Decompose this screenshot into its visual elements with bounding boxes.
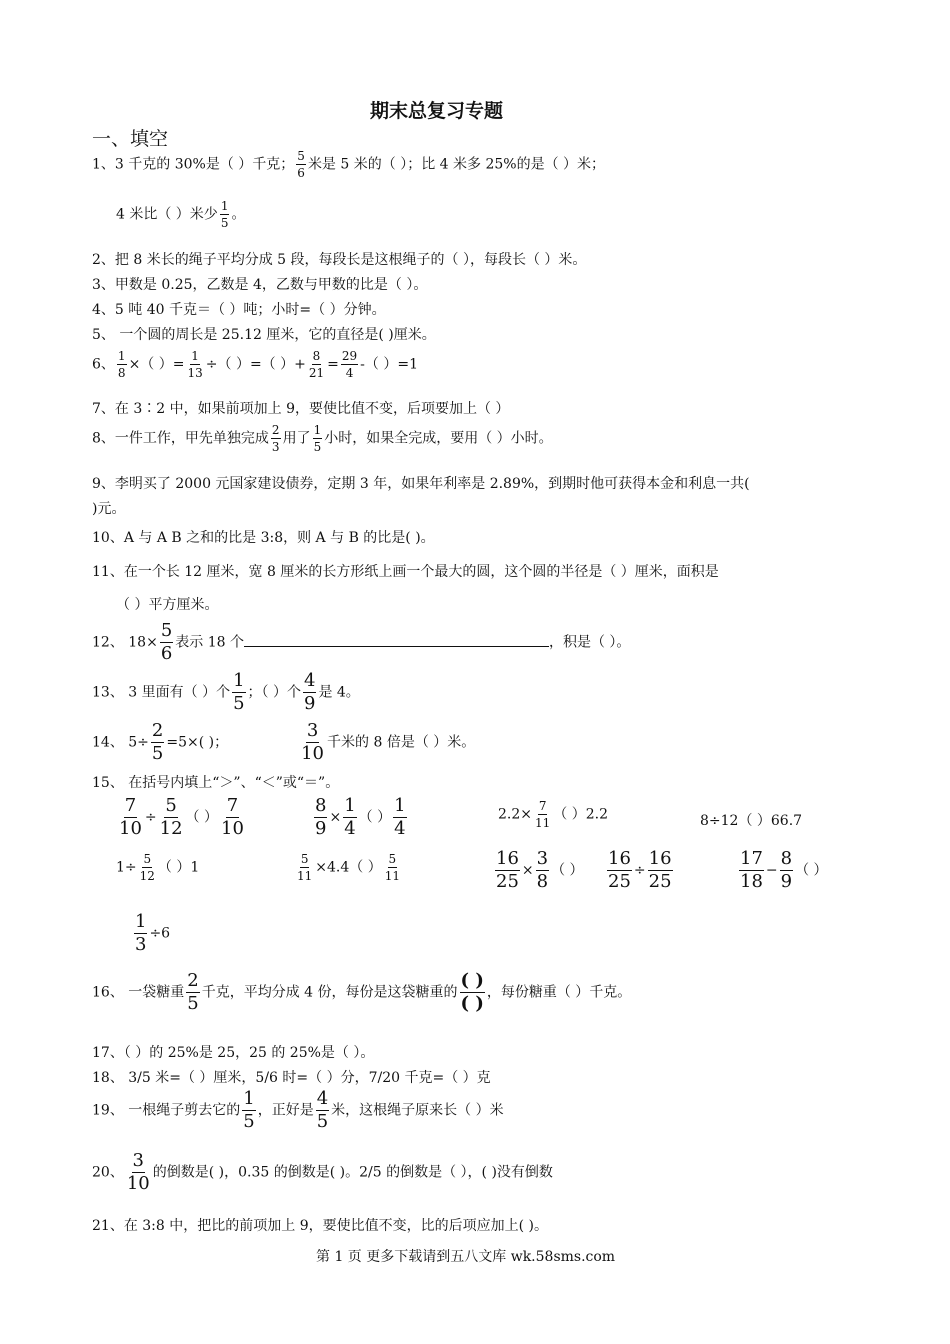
q15-expr-1: $\frac{7}{10}$ ÷ $\frac{5}{12}$ （ ） $\frac{7}{10}$ <box>119 795 244 839</box>
question-7: 7、在 3∶2 中，如果前项加上 9，要使比值不变，后项要加上（ ） <box>92 401 510 417</box>
question-21: 21、在 3:8 中，把比的前项加上 9，要使比值不变，比的后项应加上( )。 <box>92 1218 548 1234</box>
question-5: 5、 一个圆的周长是 25.12 厘米，它的直径是( )厘米。 <box>92 327 436 343</box>
q15-expr-9: $\frac{17}{18}$ − $\frac{8}{9}$ （ ） <box>740 848 828 892</box>
q15-expr-4: 8÷12（ ）66.7 <box>700 813 803 829</box>
q15-expr-2: $\frac{8}{9}$ × $\frac{1}{4}$ （ ） $\frac{1}{4}$ <box>315 795 406 839</box>
question-1-cont: 4 米比（ ）米少 $\frac{1}{5}$ 。 <box>116 199 246 230</box>
question-14: 14、 5÷ $\frac{2}{5}$ =5×( )； $\frac{3}{10}$ 千米的 8 倍是（ ）米。 <box>92 720 476 764</box>
question-1: 1、3 千克的 30%是（ ）千克； $\frac{5}{6}$ 米是 5 米的（ ）；比 4 米多 25%的是（ ）米； <box>92 149 606 180</box>
question-13: 13、 3 里面有（ ）个 $\frac{1}{5}$ ；（ ）个 $\frac{4}{9}$ 是 4。 <box>92 670 360 714</box>
section-heading: 一、填空 <box>92 128 169 150</box>
question-11: 11、在一个长 12 厘米，宽 8 厘米的长方形纸上画一个最大的圆，这个圆的半径是（ ）厘米，面积是 <box>92 564 719 580</box>
question-11-cont: （ ）平方厘米。 <box>116 597 219 613</box>
question-2: 2、把 8 米长的绳子平均分成 5 段，每段长是这根绳子的（ ），每段长（ ）米。 <box>92 252 587 268</box>
q15-expr-8: $\frac{16}{25}$ ÷ $\frac{16}{25}$ <box>608 848 672 892</box>
page-footer: 第 1 页 更多下载请到五八文库 wk.58sms.com <box>316 1249 616 1265</box>
question-12: 12、 18× $\frac{5}{6}$ 表示 18 个 ，积是（ ）。 <box>92 620 631 664</box>
question-20: 20、 $\frac{3}{10}$ 的倒数是( )，0.35 的倒数是( )。2/5 的倒数是（ ），( )没有倒数 <box>92 1150 553 1194</box>
question-10: 10、A 与 A B 之和的比是 3:8，则 A 与 B 的比是( )。 <box>92 530 435 546</box>
fraction: $\frac{1}{5}$ <box>220 199 229 230</box>
question-16: 16、 一袋糖重 $\frac{2}{5}$ 千克，平均分成 4 份，每份是这袋糖重的 $\frac{( )}{( )}$ ，每份糖重（ ）千克。 <box>92 970 632 1014</box>
question-4: 4、5 吨 40 千克＝（ ）吨；小时=（ ）分钟。 <box>92 302 386 318</box>
fraction: $\frac{5}{6}$ <box>297 149 305 180</box>
q15-expr-6: $\frac{5}{11}$ ×4.4（ ） $\frac{5}{11}$ <box>297 852 401 883</box>
answer-line <box>244 632 549 647</box>
question-17: 17、（ ）的 25%是 25，25 的 25%是（ ）。 <box>92 1045 375 1061</box>
question-19: 19、 一根绳子剪去它的 $\frac{1}{5}$ ，正好是 $\frac{4}{5}$ 米，这根绳子原来长（ ）米 <box>92 1088 504 1132</box>
question-9: 9、李明买了 2000 元国家建设债券，定期 3 年，如果年利率是 2.89%，到期时他可获得本金和利息一共( <box>92 476 750 492</box>
question-6: 6、 $\frac{1}{8}$ ×（ ）= $\frac{1}{13}$ ÷（ ）=（ ）+ $\frac{8}{21}$ = $\frac{29}{4}$ -（ ）=1 <box>92 349 418 380</box>
question-9-cont: )元。 <box>92 501 126 517</box>
q15-expr-10: $\frac{1}{3}$ ÷6 <box>135 911 171 955</box>
q15-expr-7: $\frac{16}{25}$ × $\frac{3}{8}$ （ ） <box>496 848 584 892</box>
q15-expr-5: 1÷ $\frac{5}{12}$ （ ）1 <box>116 852 200 883</box>
question-8: 8、一件工作，甲先单独完成 $\frac{2}{3}$ 用了 $\frac{1}{5}$ 小时，如果全完成，要用（ ）小时。 <box>92 423 553 454</box>
q15-expr-3: 2.2× $\frac{7}{11}$ （ ）2.2 <box>498 799 608 830</box>
page-title: 期末总复习专题 <box>370 100 504 122</box>
question-3: 3、甲数是 0.25，乙数是 4，乙数与甲数的比是（ ）。 <box>92 277 428 293</box>
question-18: 18、 3/5 米=（ ）厘米，5/6 时=（ ）分，7/20 千克=（ ）克 <box>92 1070 491 1086</box>
question-15: 15、 在括号内填上“＞”、“＜”或“＝”。 <box>92 775 340 791</box>
